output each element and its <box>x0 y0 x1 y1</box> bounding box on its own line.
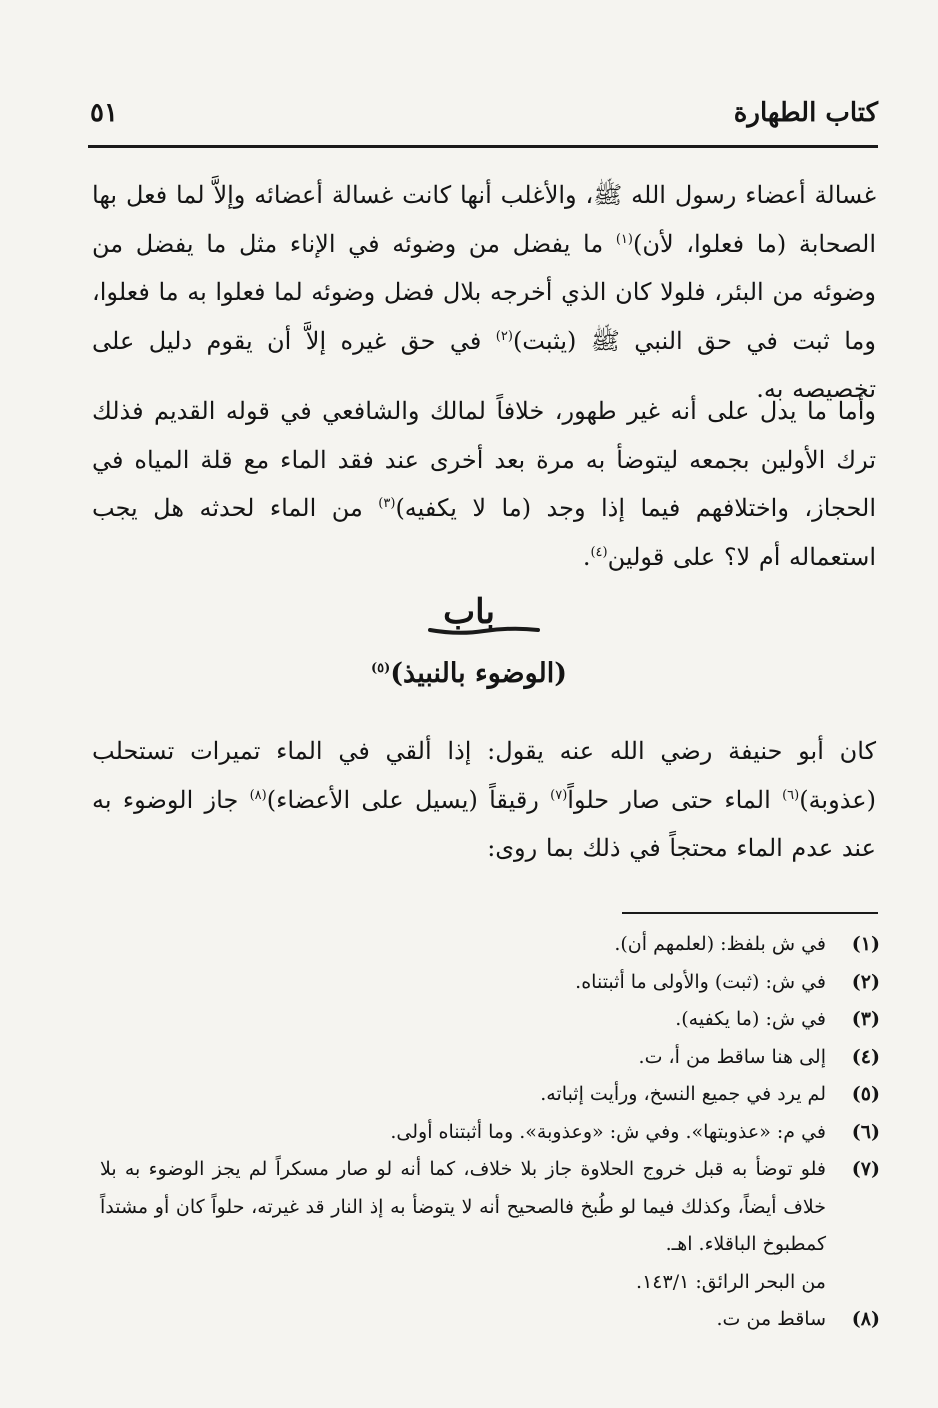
footnote-text: في ش بلفظ: (لعلمهم أن). <box>614 933 826 955</box>
footnote-item <box>100 1301 880 1339</box>
section-title <box>0 658 938 689</box>
footnote-ref-8: (٨) <box>249 787 267 803</box>
footnote-text: فلو توضأ به قبل خروج الحلاوة جاز بلا خلاف، كما أنه لو صار مسكراً لم يجز الوضوء به بلا خلاف أيضاً، وكذلك فيما لو طُبخ فالصحيح أنه لا يتوضأ به إذ النار قد غيرته، حلواً كان أو مشتداً كمطبوخ الباقلاء. اهـ. <box>100 1158 826 1255</box>
footnote-item <box>100 1039 880 1077</box>
chapter-heading-swash <box>428 624 540 636</box>
chapter-heading: باب <box>443 592 495 632</box>
section-title-text: (الوضوء بالنبيذ) <box>390 658 568 689</box>
footnote-number: (٦) <box>851 1120 880 1143</box>
footnote-text: لم يرد في جميع النسخ، ورأيت إثباته. <box>540 1083 826 1105</box>
footnote-number: (٥) <box>851 1083 880 1105</box>
footnote-ref-7: (٧) <box>550 787 568 803</box>
footnote-rule <box>622 912 878 914</box>
footnote-item <box>100 1151 880 1301</box>
header-rule <box>88 145 878 148</box>
paragraph-2-text-b: من الماء لحدثه هل يجب استعماله أم لا؟ على قولين <box>92 494 876 571</box>
footnote-text: في ش: (ما يكفيه). <box>675 1008 826 1030</box>
footnote-number: (٤) <box>851 1045 880 1068</box>
paragraph-3-text: كان أبو حنيفة رضي الله عنه يقول: إذا ألقي في الماء تميرات تستحلب (عذوبة) <box>92 737 876 814</box>
footnote-item <box>100 964 880 1002</box>
footnote-text: في م: «عذوبتها». وفي ش: «وعذوبة». وما أثبتناه أولى. <box>390 1120 826 1143</box>
footnote-number: (٢) <box>851 970 880 993</box>
paragraph-1-text: غسالة أعضاء رسول الله ﷺ، والأغلب أنها كانت غسالة أعضائه وإلاَّ لما فعل بها الصحابة (ما فعلوا، لأن) <box>92 181 877 258</box>
footnote-ref-2: (٢) <box>495 328 513 344</box>
footnote-ref-5: (٥) <box>370 661 391 676</box>
footnote-number: (٧) <box>851 1158 880 1180</box>
footnote-item <box>100 926 880 964</box>
paragraph-3 <box>92 727 876 873</box>
paragraph-2 <box>92 387 876 581</box>
footnote-item <box>100 1001 880 1039</box>
footnote-ref-6: (٦) <box>782 787 800 803</box>
footnote-source: من البحر الرائق: ١٤٣/١. <box>636 1270 826 1293</box>
footnote-number: (١) <box>851 933 880 955</box>
paragraph-2-text-c: . <box>582 542 591 571</box>
paragraph-1-text-b: ما يفضل من وضوئه في الإناء مثل ما يفضل من وضوئه من البئر، فلولا كان الذي أخرجه بلال فضل وضوئه لما فعلوا به ما فعلوا، وما ثبت في حق النبي ﷺ (يثبت) <box>92 229 877 355</box>
footnote-item <box>100 1076 880 1114</box>
paragraph-1 <box>92 171 876 414</box>
page-header <box>88 96 878 136</box>
paragraph-3-text-b: الماء حتى صار حلواً <box>567 785 783 814</box>
page-number: ٥١ <box>90 98 118 128</box>
footnote-ref-3: (٣) <box>378 496 396 511</box>
paragraph-3-text-c: رقيقاً (يسيل على الأعضاء) <box>266 785 551 814</box>
footnote-number: (٣) <box>851 1008 880 1030</box>
footnote-ref-4: (٤) <box>590 544 608 560</box>
footnote-item <box>100 1114 880 1152</box>
footnote-number: (٨) <box>851 1308 880 1330</box>
paragraph-3-text-d: جاز الوضوء به عند عدم الماء محتجاً في ذلك بما روى: <box>92 785 876 862</box>
footnote-text: إلى هنا ساقط من أ، ت. <box>638 1045 826 1068</box>
running-title: كتاب الطهارة <box>733 98 878 128</box>
footnotes-list <box>100 926 880 1339</box>
paragraph-2-text: وأما ما يدل على أنه غير طهور، خلافاً لمالك والشافعي في قوله القديم فذلك ترك الأولين بجمعه ليتوضأ به مرة بعد أخرى عند فقد الماء مع قلة المياه في الحجاز، واختلافهم فيما إذا وجد (ما لا يكفيه) <box>92 397 876 522</box>
footnote-ref-1: (١) <box>615 231 633 247</box>
paragraph-1-text-c: في حق غيره إلاَّ أن يقوم دليل على تخصيصه به. <box>92 326 876 403</box>
footnote-text-block <box>100 1151 826 1301</box>
footnote-text: ساقط من ت. <box>716 1308 826 1330</box>
footnote-text: في ش: (ثبت) والأولى ما أثبتناه. <box>575 970 826 993</box>
